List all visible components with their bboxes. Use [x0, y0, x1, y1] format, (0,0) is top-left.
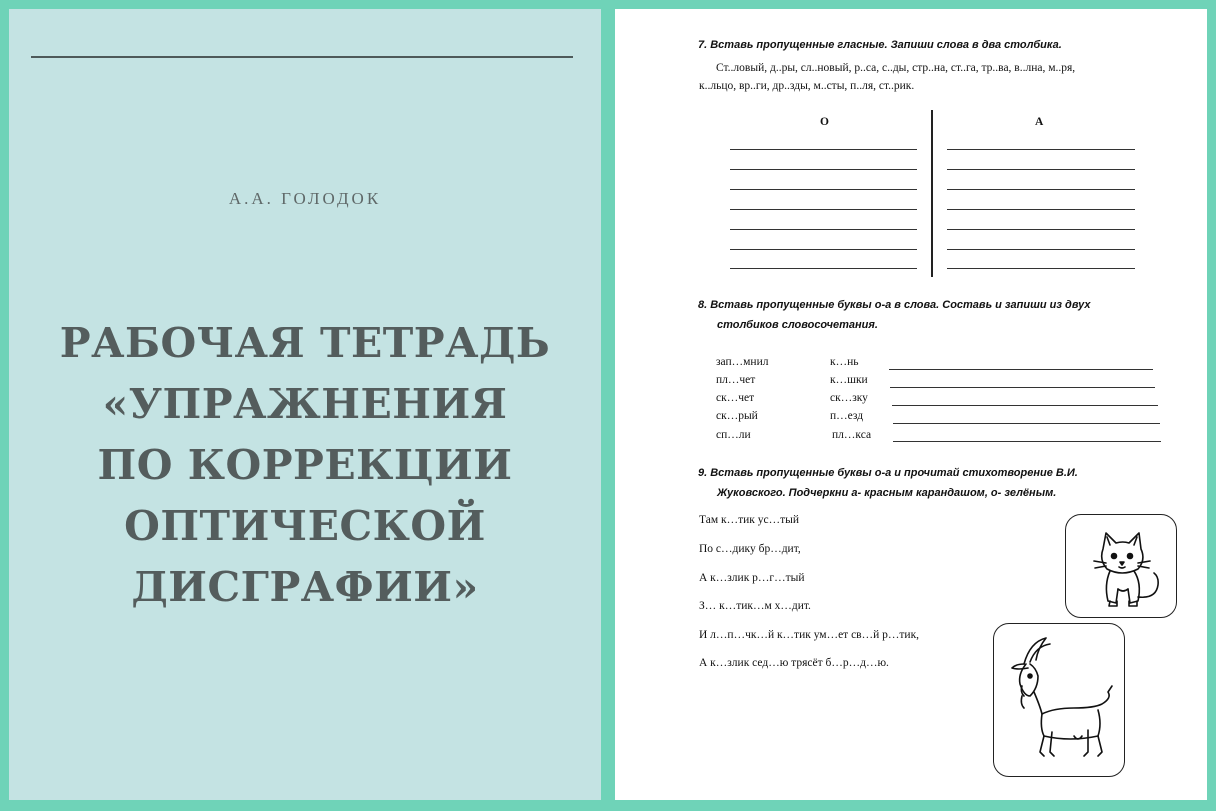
- column-header-o: О: [820, 116, 829, 128]
- word-left: ск…чет: [716, 392, 755, 404]
- answer-line: [730, 268, 917, 269]
- word-right: к…нь: [830, 356, 859, 368]
- answer-line: [947, 169, 1135, 170]
- answer-line: [947, 249, 1135, 250]
- poem-line: З… к…тик…м х…дит.: [699, 600, 811, 612]
- goat-picture: [993, 623, 1125, 777]
- cover-title-line: ПО КОРРЕКЦИИ: [97, 441, 513, 489]
- kitten-illustration: [1066, 515, 1176, 617]
- answer-line: [889, 369, 1153, 370]
- worksheet-page: [615, 9, 1207, 800]
- task9-header-line2: Жуковского. Подчеркни а- красным карандашом, о- зелёным.: [717, 487, 1057, 499]
- answer-line: [947, 189, 1135, 190]
- task8-header-line1: 8. Вставь пропущенные буквы о-а в слова. Составь и запиши из двух: [698, 299, 1091, 311]
- answer-line: [947, 268, 1135, 269]
- word-left: зап…мнил: [716, 356, 769, 368]
- answer-line: [892, 405, 1158, 406]
- poem-line: А к…злик сед…ю трясёт б…р…д…ю.: [699, 657, 889, 669]
- answer-line: [893, 441, 1161, 442]
- task8-header-line2: столбиков словосочетания.: [717, 319, 878, 331]
- answer-line: [893, 423, 1160, 424]
- column-divider: [931, 110, 933, 277]
- word-left: ск…рый: [716, 410, 758, 422]
- poem-line: Там к…тик ус…тый: [699, 514, 799, 526]
- task7-words-line1: Ст..ловый, д..ры, сл..новый, р..са, с..ды, стр..на, ст..га, тр..ва, в..лна, м..ря,: [716, 62, 1076, 74]
- answer-line: [890, 387, 1155, 388]
- cover-title-line: ДИСГРАФИИ»: [131, 563, 479, 611]
- word-right: пл…кса: [832, 429, 872, 441]
- cover-author: А.А. ГОЛОДОК: [228, 189, 382, 208]
- cover-title: [9, 313, 601, 618]
- answer-line: [730, 209, 917, 210]
- cover-title-line: «УПРАЖНЕНИЯ: [102, 380, 508, 428]
- answer-line: [947, 229, 1135, 230]
- answer-line: [730, 249, 917, 250]
- task7-header: 7. Вставь пропущенные гласные. Запиши слова в два столбика.: [698, 39, 1062, 51]
- word-left: пл…чет: [716, 374, 756, 386]
- poem-line: По с…дику бр…дит,: [699, 543, 801, 555]
- answer-line: [947, 149, 1135, 150]
- word-right: п…езд: [830, 410, 864, 422]
- word-right: ск…зку: [830, 392, 868, 404]
- word-left: сп…ли: [716, 429, 751, 441]
- answer-line: [730, 229, 917, 230]
- task7-words-line2: к..льцо, вр..ги, др..зды, м..сты, п..ля, ст..рик.: [699, 80, 915, 92]
- poem-line: А к…злик р…г…тый: [699, 572, 805, 584]
- cover-divider: [31, 56, 573, 58]
- answer-line: [730, 149, 917, 150]
- answer-line: [730, 169, 917, 170]
- column-header-a: А: [1035, 116, 1044, 128]
- word-right: к…шки: [830, 374, 868, 386]
- answer-line: [730, 189, 917, 190]
- task9-header-line1: 9. Вставь пропущенные буквы о-а и прочитай стихотворение В.И.: [698, 467, 1078, 479]
- goat-illustration: [994, 624, 1124, 776]
- cover-title-line: РАБОЧАЯ ТЕТРАДЬ: [59, 319, 551, 367]
- cover-title-line: ОПТИЧЕСКОЙ: [124, 502, 486, 550]
- workbook-cover: [9, 9, 601, 800]
- poem-line: И л…п…чк…й к…тик ум…ет св…й р…тик,: [699, 629, 920, 641]
- kitten-picture: [1065, 514, 1177, 618]
- answer-line: [947, 209, 1135, 210]
